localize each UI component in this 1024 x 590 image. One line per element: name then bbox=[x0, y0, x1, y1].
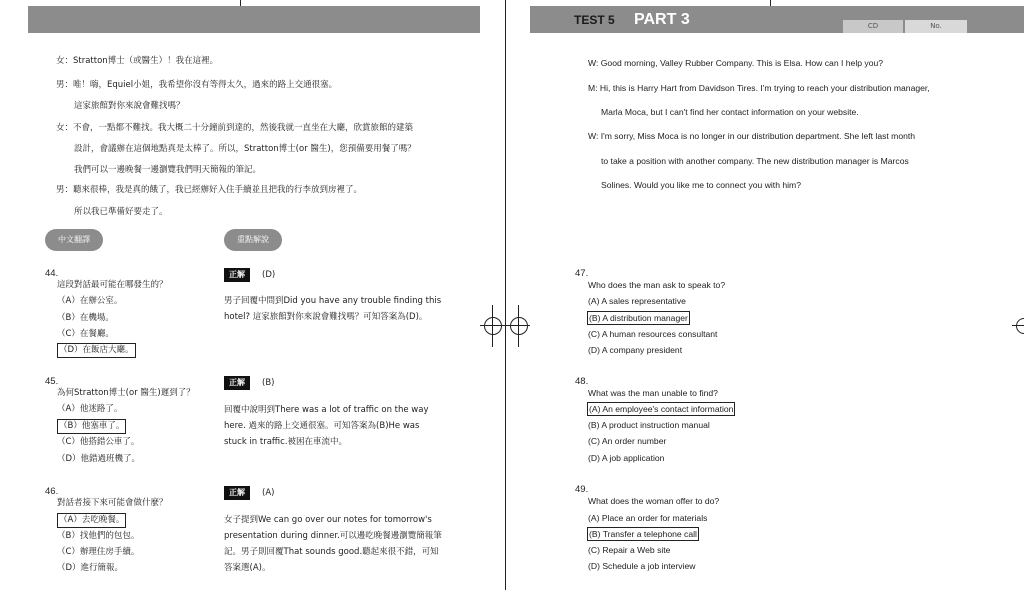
option-correct: （A）去吃晚餐。 bbox=[59, 515, 125, 525]
dialogue-line: W: Good morning, Valley Rubber Company. This is Elsa. How can I help you? bbox=[588, 58, 884, 68]
dialogue-line: Solines. Would you like me to connect you with him? bbox=[601, 180, 801, 190]
test-label: TEST 5 bbox=[574, 13, 615, 27]
option: （D）進行簡報。 bbox=[57, 563, 124, 573]
answer-badge: 正解 bbox=[224, 486, 250, 500]
answer-letter: (A) bbox=[262, 488, 275, 498]
question-stem: What does the woman offer to do? bbox=[588, 496, 720, 506]
answer-letter: (B) bbox=[262, 378, 275, 388]
dialogue-line: 女：不會，一點都不難找。我大概二十分鐘前到達的，然後我就一直坐在大廳，欣賞旅館的建築 bbox=[56, 123, 414, 133]
registration-mark-icon bbox=[510, 317, 528, 335]
registration-line bbox=[518, 305, 519, 347]
left-header-bar bbox=[28, 6, 480, 33]
option-correct: （B）他塞車了。 bbox=[59, 421, 125, 431]
question-number: 44. bbox=[45, 268, 59, 279]
dialogue-line: 女：Stratton博士（或醫生）！我在這裡。 bbox=[56, 56, 219, 66]
option-correct: （D）在飯店大廳。 bbox=[59, 345, 134, 355]
option: （C）在餐廳。 bbox=[57, 329, 114, 339]
explanation-line: 答案選(A)。 bbox=[224, 563, 271, 573]
question-number: 46. bbox=[45, 486, 59, 497]
dialogue-line: 設計，會議辦在這個地點真是太棒了。所以，Stratton博士(or 醫生)，您預備要用餐了嗎？ bbox=[74, 144, 416, 154]
registration-line bbox=[492, 305, 493, 347]
option-correct: (B) Transfer a telephone call bbox=[589, 529, 697, 539]
explanation-line: 記。男子則回覆That sounds good.聽起來很不錯，可知 bbox=[224, 547, 439, 557]
crop-mark bbox=[770, 0, 771, 6]
option: （D）他錯過班機了。 bbox=[57, 454, 141, 464]
option: (C) A human resources consultant bbox=[588, 329, 718, 339]
question-number: 45. bbox=[45, 376, 59, 387]
question-stem: Who does the man ask to speak to? bbox=[588, 280, 726, 290]
dialogue-line: 我們可以一邊晚餐一邊瀏覽我們明天簡報的筆記。 bbox=[74, 165, 262, 175]
registration-mark-icon bbox=[1016, 318, 1024, 334]
option: (A) Place an order for materials bbox=[588, 513, 708, 523]
option: （B）在機場。 bbox=[57, 313, 114, 323]
cd-box: CD bbox=[843, 20, 903, 33]
page-divider bbox=[505, 0, 506, 590]
explanation-line: 女子提到We can go over our notes for tomorrow's bbox=[224, 515, 432, 525]
dialogue-line: 男：唯！嗨，Equiel小姐，我希望你沒有等得太久，過來的路上交通很塞。 bbox=[56, 80, 338, 90]
dialogue-line: W: I'm sorry, Miss Moca is no longer in our distribution department. She left last month bbox=[588, 131, 916, 141]
option: (D) Schedule a job interview bbox=[588, 561, 696, 571]
crop-mark bbox=[240, 0, 241, 6]
option: （A）在辦公室。 bbox=[57, 296, 123, 306]
registration-line bbox=[480, 325, 506, 326]
option: (C) An order number bbox=[588, 436, 667, 446]
explanation-line: here. 過來的路上交通很塞。可知答案為(B)He was bbox=[224, 421, 420, 431]
option: (D) A company president bbox=[588, 345, 683, 355]
option: （A）他迷路了。 bbox=[57, 404, 123, 414]
option: (A) A sales representative bbox=[588, 296, 686, 306]
question-stem: 這段對話最可能在哪發生的？ bbox=[57, 280, 168, 290]
question-number: 47. bbox=[575, 268, 589, 279]
option: (C) Repair a Web site bbox=[588, 545, 671, 555]
translation-pill: 中文翻譯 bbox=[45, 229, 103, 251]
option: (D) A job application bbox=[588, 453, 665, 463]
question-stem: What was the man unable to find? bbox=[588, 388, 718, 398]
option-correct: (A) An employee's contact information bbox=[589, 404, 734, 414]
dialogue-line: to take a position with another company. The new distribution manager is Marcos bbox=[601, 156, 909, 166]
dialogue-line: Marla Moca, but I can't find her contact information on your website. bbox=[601, 107, 859, 117]
option: （B）找他們的包包。 bbox=[57, 531, 140, 541]
question-number: 48. bbox=[575, 376, 589, 387]
dialogue-line: 所以我已準備好要走了。 bbox=[74, 207, 168, 217]
option: （C）他搭錯公車了。 bbox=[57, 437, 140, 447]
question-stem: 對話者接下來可能會做什麼？ bbox=[57, 498, 168, 508]
no-box: No. bbox=[905, 20, 967, 33]
answer-letter: (D) bbox=[262, 270, 276, 280]
question-number: 49. bbox=[575, 484, 589, 495]
explanation-line: stuck in traffic.被困在車流中。 bbox=[224, 437, 348, 447]
option: （C）辦理住房手續。 bbox=[57, 547, 140, 557]
option-correct: (B) A distribution manager bbox=[589, 313, 688, 323]
explanation-line: 男子回覆中問到Did you have any trouble finding this bbox=[224, 296, 442, 306]
dialogue-line: 男：聽來很棒，我是真的餓了，我已經辦好入住手續並且把我的行李放到房裡了。 bbox=[56, 185, 363, 195]
registration-mark-icon bbox=[484, 317, 502, 335]
answer-badge: 正解 bbox=[224, 376, 250, 390]
question-stem: 為何Stratton博士(or 醫生)遲到了？ bbox=[57, 388, 195, 398]
dialogue-line: 這家旅館對你來說會難找嗎？ bbox=[74, 101, 185, 111]
part-label: PART 3 bbox=[634, 11, 690, 28]
option: (B) A product instruction manual bbox=[588, 420, 710, 430]
analysis-pill: 重點解說 bbox=[224, 229, 282, 251]
explanation-line: 回覆中說明到There was a lot of traffic on the way bbox=[224, 405, 429, 415]
explanation-line: presentation during dinner.可以邊吃晚餐邊瀏覽簡報筆 bbox=[224, 531, 442, 541]
answer-badge: 正解 bbox=[224, 268, 250, 282]
explanation-line: hotel? 這家旅館對你來說會難找嗎？可知答案為(D)。 bbox=[224, 312, 428, 322]
dialogue-line: M: Hi, this is Harry Hart from Davidson Tires. I'm trying to reach your distribution manager, bbox=[588, 83, 930, 93]
